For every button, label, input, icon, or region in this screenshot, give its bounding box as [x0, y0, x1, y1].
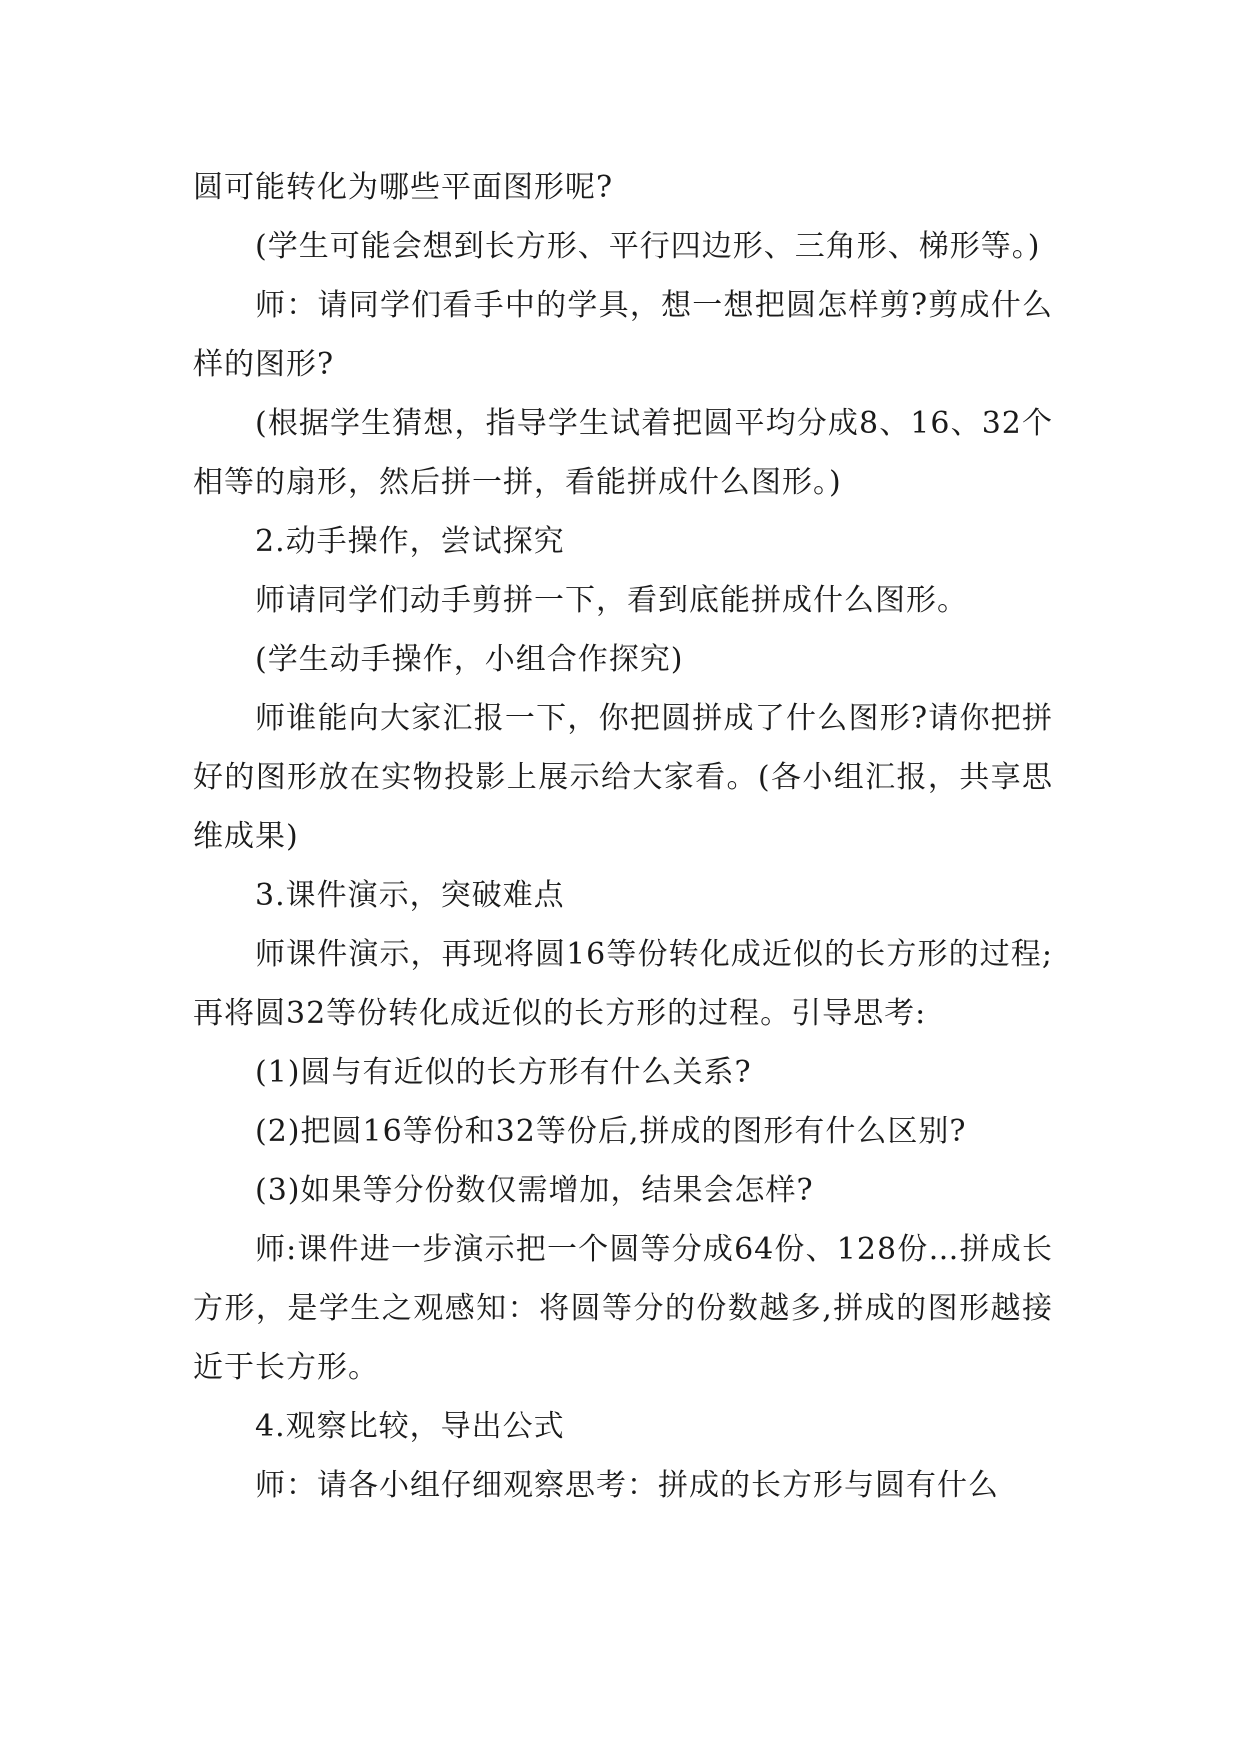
paragraph-2: (学生可能会想到长方形、平行四边形、三角形、梯形等。)	[255, 229, 1041, 264]
section-heading-4: 4.观察比较，导出公式	[255, 1409, 565, 1444]
section-heading-2: 2.动手操作，尝试探究	[255, 524, 565, 559]
document-body	[193, 158, 1053, 1515]
paragraph-1: 圆可能转化为哪些平面图形呢?	[193, 170, 614, 205]
paragraph-7: (学生动手操作，小组合作探究)	[255, 642, 684, 677]
paragraph-6: 师请同学们动手剪拼一下，看到底能拼成什么图形。	[255, 583, 968, 618]
paragraph-16: 师：请各小组仔细观察思考：拼成的长方形与圆有什么	[255, 1468, 999, 1503]
section-heading-3: 3.课件演示，突破难点	[255, 878, 565, 913]
paragraph-8: 师谁能向大家汇报一下，你把圆拼成了什么图形?请你把拼好的图形放在实物投影上展示给大家看。(各小组汇报，共享思维成果)	[193, 701, 1053, 854]
paragraph-10: 师课件演示，再现将圆16等份转化成近似的长方形的过程;再将圆32等份转化成近似的长方形的过程。引导思考:	[193, 937, 1053, 1031]
paragraph-3: 师：请同学们看手中的学具，想一想把圆怎样剪?剪成什么样的图形?	[193, 288, 1053, 382]
paragraph-4: (根据学生猜想，指导学生试着把圆平均分成8、16、32个相等的扇形，然后拼一拼，看能拼成什么图形。)	[193, 406, 1053, 500]
paragraph-14: 师:课件进一步演示把一个圆等分成64份、128份…拼成长方形，是学生之观感知：将圆等分的份数越多,拼成的图形越接近于长方形。	[193, 1232, 1053, 1385]
question-1: (1)圆与有近似的长方形有什么关系?	[255, 1055, 752, 1090]
question-3: (3)如果等分份数仅需增加，结果会怎样?	[255, 1173, 814, 1208]
question-2: (2)把圆16等份和32等份后,拼成的图形有什么区别?	[255, 1114, 967, 1149]
